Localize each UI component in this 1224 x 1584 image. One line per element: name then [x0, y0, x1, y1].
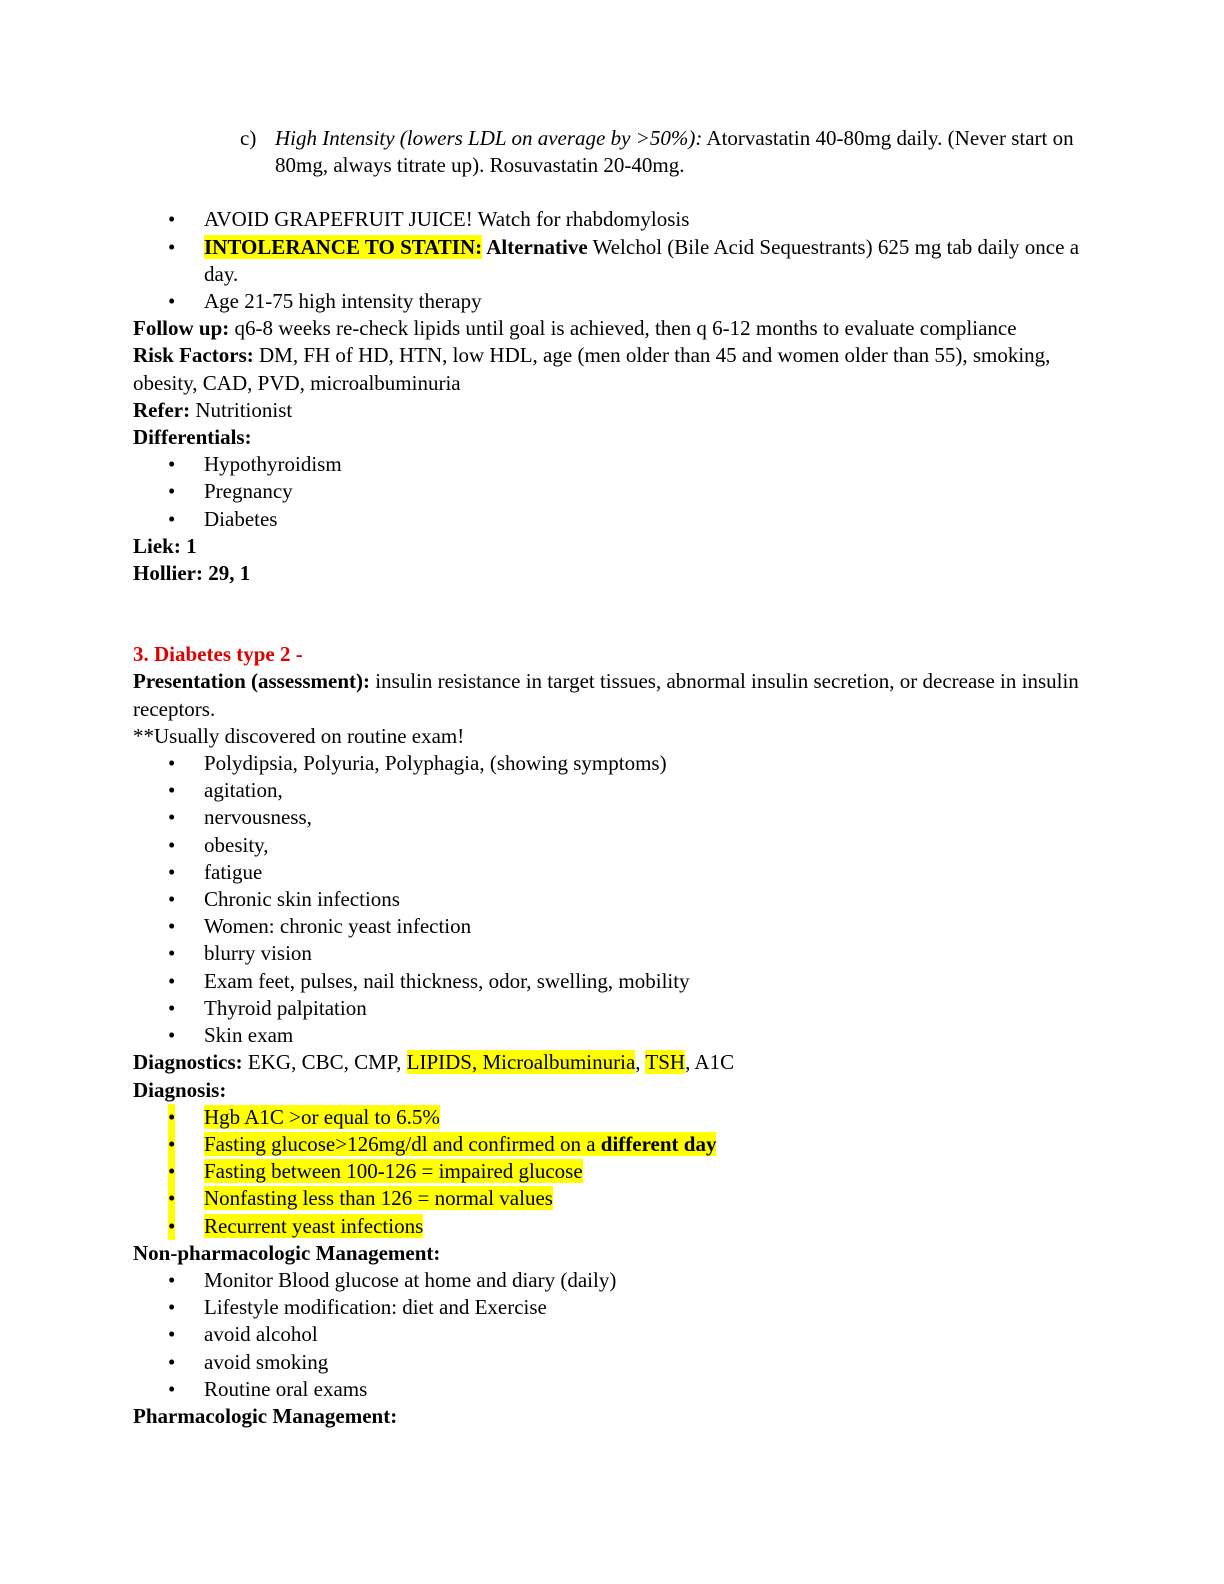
pharm-heading: Pharmacologic Management:: [133, 1403, 398, 1428]
list-item: • Hypothyroidism: [133, 451, 1093, 478]
list-item: • Nonfasting less than 126 = normal values: [133, 1185, 1093, 1212]
high-intensity-text: Atorvastatin 40-80mg daily. (Never start on 80mg, always titrate up). Rosuvastatin 20-40mg.: [275, 126, 1074, 178]
follow-up-paragraph: Follow up: q6-8 weeks re-check lipids until goal is achieved, then q 6-12 months to evaluate compliance: [133, 316, 1017, 341]
bullet-icon: •: [168, 479, 176, 504]
hollier-reference: Hollier: 29, 1: [133, 561, 251, 586]
bullet-icon: •: [168, 914, 176, 939]
list-item: • Recurrent yeast infections: [133, 1213, 1093, 1240]
liek-reference: Liek: 1: [133, 533, 197, 558]
bullet-icon: •: [168, 234, 176, 259]
list-item: • Routine oral exams: [133, 1376, 1093, 1403]
risk-factors-paragraph: Risk Factors: DM, FH of HD, HTN, low HDL, age (men older than 45 and women older than 55), smoking, obesity, CAD, PVD, microalbuminuria: [133, 343, 1051, 395]
nonpharm-heading: Non-pharmacologic Management:: [133, 1240, 441, 1265]
list-item: • blurry vision: [133, 940, 1093, 967]
bullet-icon: •: [168, 1349, 176, 1374]
highlighted-text: TSH: [645, 1050, 686, 1075]
bullet-icon: •: [168, 1376, 176, 1401]
list-item: • agitation,: [133, 777, 1093, 804]
bullet-icon: •: [168, 941, 176, 966]
bullet-icon: •: [168, 1322, 176, 1347]
bullet-icon: •: [168, 887, 176, 912]
bullet-icon: •: [168, 207, 176, 232]
bullet-icon: •: [168, 1213, 175, 1240]
bullet-icon: •: [168, 1131, 175, 1158]
list-item: • INTOLERANCE TO STATIN: Alternative Welchol (Bile Acid Sequestrants) 625 mg tab daily once a day.: [168, 234, 1080, 286]
bullet-icon: •: [168, 832, 176, 857]
list-item: • AVOID GRAPEFRUIT JUICE! Watch for rhabdomylosis: [133, 206, 1093, 233]
nonpharm-list: [133, 1267, 1093, 1403]
presentation-paragraph: Presentation (assessment): insulin resistance in target tissues, abnormal insulin secretion, or decrease in insulin receptors.: [133, 669, 1079, 721]
list-item: • Fasting glucose>126mg/dl and confirmed on a different day: [133, 1131, 1093, 1158]
list-item: • Monitor Blood glucose at home and diary (daily): [133, 1267, 1093, 1294]
bullet-icon: •: [168, 1267, 176, 1292]
list-item: • nervousness,: [133, 804, 1093, 831]
diagnosis-list: [133, 1104, 1093, 1240]
list-item: • Age 21-75 high intensity therapy: [133, 288, 1093, 315]
differentials-list: [133, 451, 1093, 533]
bullet-icon: •: [168, 289, 176, 314]
diagnosis-heading: Diagnosis:: [133, 1077, 227, 1102]
bullet-icon: •: [168, 1185, 175, 1212]
list-marker: c): [240, 126, 257, 150]
list-item: • fatigue: [133, 859, 1093, 886]
list-item: • avoid alcohol: [133, 1321, 1093, 1348]
usually-note: **Usually discovered on routine exam!: [133, 723, 465, 748]
list-item: • Women: chronic yeast infection: [133, 913, 1093, 940]
list-item: • obesity,: [133, 832, 1093, 859]
bullet-icon: •: [168, 859, 176, 884]
differentials-heading: Differentials:: [133, 425, 252, 450]
refer-paragraph: Refer: Nutritionist: [133, 397, 293, 422]
highlighted-text: LIPIDS, Microalbuminuria: [406, 1050, 636, 1075]
statin-high-intensity-item: [133, 125, 1093, 179]
list-item: • Diabetes: [133, 506, 1093, 533]
bullet-icon: •: [168, 506, 176, 531]
list-item: • Polydipsia, Polyuria, Polyphagia, (showing symptoms): [133, 750, 1093, 777]
list-item: • Hgb A1C >or equal to 6.5%: [133, 1104, 1093, 1131]
diagnostics-paragraph: Diagnostics: EKG, CBC, CMP, LIPIDS, Microalbuminuria, TSH, A1C: [133, 1050, 735, 1075]
list-item: • Skin exam: [133, 1022, 1093, 1049]
symptoms-list: [133, 750, 1093, 1049]
bullet-icon: •: [168, 1158, 175, 1185]
document-page: [133, 125, 1093, 1430]
list-item: • Fasting between 100-126 = impaired glucose: [133, 1158, 1093, 1185]
bullet-icon: •: [168, 1295, 176, 1320]
bullet-icon: •: [168, 1023, 176, 1048]
bullet-icon: •: [168, 778, 176, 803]
list-item: • Pregnancy: [133, 478, 1093, 505]
bullet-icon: •: [168, 751, 176, 776]
bullet-icon: •: [168, 968, 176, 993]
list-item: • Lifestyle modification: diet and Exercise: [133, 1294, 1093, 1321]
section-title: 3. Diabetes type 2 -: [133, 642, 303, 667]
bullet-icon: •: [168, 805, 176, 830]
statin-notes-list: [133, 206, 1093, 315]
highlighted-text: INTOLERANCE TO STATIN:: [204, 234, 483, 259]
bullet-icon: •: [168, 452, 176, 477]
bullet-icon: •: [168, 995, 176, 1020]
high-intensity-label: High Intensity (lowers LDL on average by >50%):: [275, 126, 703, 150]
list-item: • Thyroid palpitation: [133, 995, 1093, 1022]
list-item: • Chronic skin infections: [133, 886, 1093, 913]
list-item: • avoid smoking: [133, 1349, 1093, 1376]
list-item: • Exam feet, pulses, nail thickness, odor, swelling, mobility: [133, 968, 1093, 995]
bullet-icon: •: [168, 1104, 175, 1131]
